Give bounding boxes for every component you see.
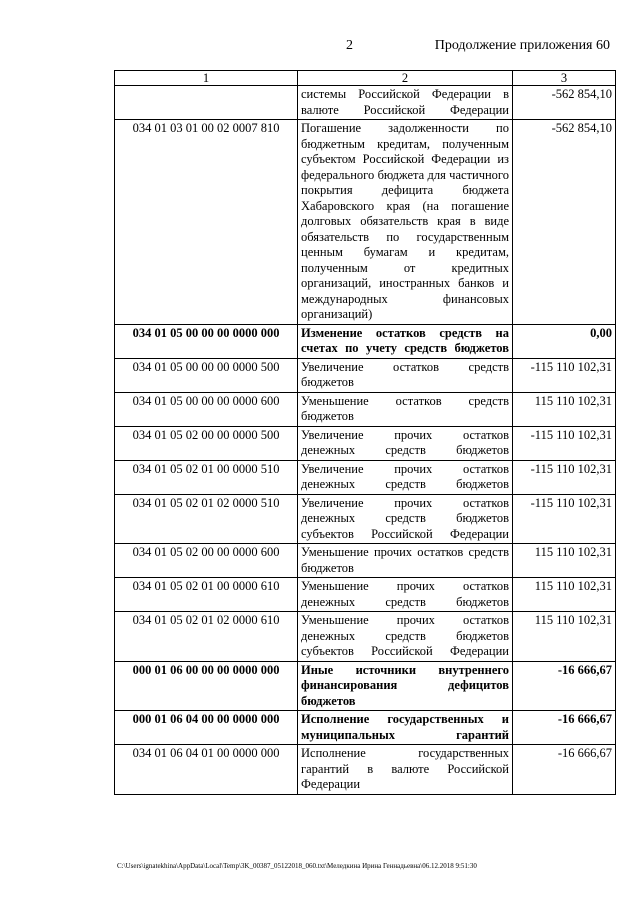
budget-code-cell	[115, 86, 298, 120]
description-cell: Увеличение прочих остатков денежных средств бюджетов	[298, 460, 513, 494]
budget-code-cell: 000 01 06 04 00 00 0000 000	[115, 711, 298, 745]
file-path-footer: C:\Users\ignatekhina\AppData\Local\Temp\3K_00387_05122018_060.txt\Меледкина Ирина Геннадьевна\06.12.2018 9:51:30	[117, 862, 477, 870]
description-cell: Увеличение прочих остатков денежных средств бюджетов субъектов Российской Федерации	[298, 494, 513, 544]
amount-cell: -16 666,67	[513, 745, 616, 795]
table-row	[115, 578, 616, 612]
budget-code-cell: 000 01 06 00 00 00 0000 000	[115, 661, 298, 711]
amount-cell: 115 110 102,31	[513, 544, 616, 578]
table-row	[115, 494, 616, 544]
budget-code-cell: 034 01 05 02 00 00 0000 500	[115, 426, 298, 460]
budget-code-cell: 034 01 05 02 01 00 0000 610	[115, 578, 298, 612]
column-header-3: 3	[513, 71, 616, 86]
table-row	[115, 86, 616, 120]
budget-code-cell: 034 01 03 01 00 02 0007 810	[115, 120, 298, 325]
table-row	[115, 120, 616, 325]
table-row	[115, 324, 616, 358]
budget-code-cell: 034 01 05 00 00 00 0000 600	[115, 392, 298, 426]
table-row	[115, 745, 616, 795]
description-cell: Уменьшение прочих остатков денежных средств бюджетов	[298, 578, 513, 612]
page-number: 2	[346, 38, 353, 53]
budget-sources-table	[114, 70, 616, 795]
budget-code-cell: 034 01 05 02 00 00 0000 600	[115, 544, 298, 578]
table-row	[115, 544, 616, 578]
amount-cell: -115 110 102,31	[513, 426, 616, 460]
table-row	[115, 612, 616, 662]
amount-cell: 115 110 102,31	[513, 612, 616, 662]
amount-cell: -115 110 102,31	[513, 358, 616, 392]
table-row	[115, 426, 616, 460]
description-cell: системы Российской Федерации в валюте Российской Федерации	[298, 86, 513, 120]
budget-code-cell: 034 01 05 00 00 00 0000 500	[115, 358, 298, 392]
amount-cell: -16 666,67	[513, 711, 616, 745]
amount-cell: -115 110 102,31	[513, 494, 616, 544]
budget-code-cell: 034 01 05 02 01 02 0000 510	[115, 494, 298, 544]
amount-cell: 115 110 102,31	[513, 392, 616, 426]
amount-cell: -562 854,10	[513, 86, 616, 120]
table-header-row	[115, 71, 616, 86]
column-header-1: 1	[115, 71, 298, 86]
table-row	[115, 460, 616, 494]
budget-code-cell: 034 01 05 00 00 00 0000 000	[115, 324, 298, 358]
description-cell: Уменьшение прочих остатков средств бюджетов	[298, 544, 513, 578]
appendix-continuation-title: Продолжение приложения 60	[434, 38, 610, 53]
amount-cell: -16 666,67	[513, 661, 616, 711]
table-row	[115, 392, 616, 426]
description-cell: Изменение остатков средств на счетах по учету средств бюджетов	[298, 324, 513, 358]
budget-code-cell: 034 01 05 02 01 02 0000 610	[115, 612, 298, 662]
budget-code-cell: 034 01 05 02 01 00 0000 510	[115, 460, 298, 494]
description-cell: Уменьшение остатков средств бюджетов	[298, 392, 513, 426]
description-cell: Увеличение остатков средств бюджетов	[298, 358, 513, 392]
budget-code-cell: 034 01 06 04 01 00 0000 000	[115, 745, 298, 795]
amount-cell: -562 854,10	[513, 120, 616, 325]
description-cell: Иные источники внутреннего финансирования дефицитов бюджетов	[298, 661, 513, 711]
description-cell: Исполнение государственных гарантий в валюте Российской Федерации	[298, 745, 513, 795]
table-row	[115, 358, 616, 392]
description-cell: Уменьшение прочих остатков денежных средств бюджетов субъектов Российской Федерации	[298, 612, 513, 662]
description-cell: Исполнение государственных и муниципальных гарантий	[298, 711, 513, 745]
description-cell: Увеличение прочих остатков денежных средств бюджетов	[298, 426, 513, 460]
amount-cell: -115 110 102,31	[513, 460, 616, 494]
amount-cell: 0,00	[513, 324, 616, 358]
table-row	[115, 661, 616, 711]
description-cell: Погашение задолженности по бюджетным кредитам, полученным субъектом Российской Федерации из федерального бюджета для частичного покрытия дефицита бюджета Хабаровского края (на погашение долговых обязательств края в виде обязательств по государственным ценным бумагам и кредитам, полученным от кредитных организаций, иностранных банков и международных финансовых организаций)	[298, 120, 513, 325]
column-header-2: 2	[298, 71, 513, 86]
amount-cell: 115 110 102,31	[513, 578, 616, 612]
table-row	[115, 711, 616, 745]
